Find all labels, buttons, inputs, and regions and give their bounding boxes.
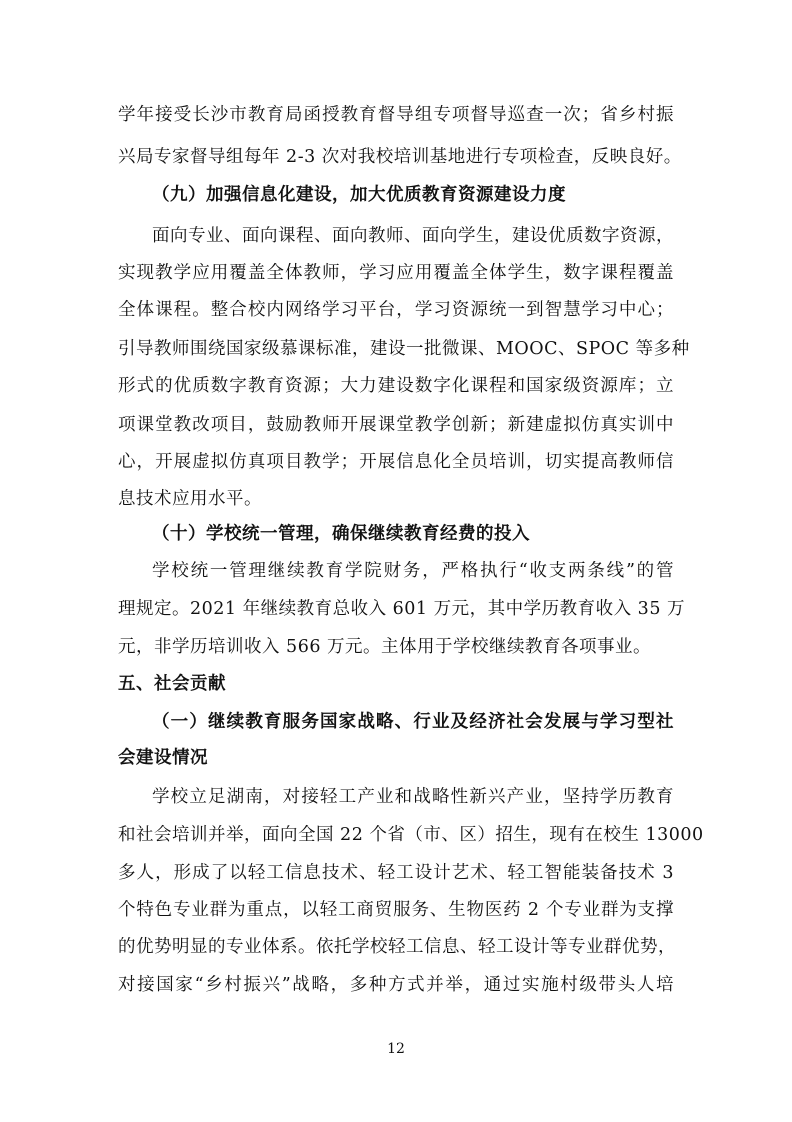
subsection-heading-1: （一）继续教育服务国家战略、行业及经济社会发展与学习型社 bbox=[152, 712, 674, 732]
paragraph-line: 和社会培训并举，面向全国 22 个省（市、区）招生，现有在校生 13000 bbox=[118, 825, 704, 845]
paragraph-line: 学校立足湖南，对接轻工产业和战略性新兴产业，坚持学历教育 bbox=[152, 787, 674, 807]
subsection-heading-1-cont: 会建设情况 bbox=[118, 748, 208, 768]
paragraph-line: 心，开展虚拟仿真项目教学；开展信息化全员培训，切实提高教师信 bbox=[118, 452, 674, 472]
paragraph-line: 对接国家“乡村振兴”战略，多种方式并举，通过实施村级带头人培 bbox=[118, 975, 674, 995]
paragraph-line: 的优势明显的专业体系。依托学校轻工信息、轻工设计等专业群优势， bbox=[118, 937, 676, 957]
paragraph-line: 多人，形成了以轻工信息技术、轻工设计艺术、轻工智能装备技术 3 bbox=[118, 863, 674, 883]
page-number: 12 bbox=[387, 1041, 405, 1057]
paragraph-line: 学校统一管理继续教育学院财务，严格执行“收支两条线”的管 bbox=[152, 561, 674, 581]
paragraph-line: 项课堂教改项目，鼓励教师开展课堂教学创新；新建虚拟仿真实训中 bbox=[118, 415, 674, 435]
section-heading-9: （九）加强信息化建设，加大优质教育资源建设力度 bbox=[152, 185, 566, 205]
section-heading-10: （十）学校统一管理，确保继续教育经费的投入 bbox=[152, 524, 530, 544]
paragraph-line: 息技术应用水平。 bbox=[118, 489, 262, 509]
chapter-heading: 五、社会贡献 bbox=[118, 674, 226, 694]
paragraph-line: 元，非学历培训收入 566 万元。主体用于学校继续教育各项事业。 bbox=[118, 637, 652, 657]
paragraph-line: 学年接受长沙市教育局函授教育督导组专项督导巡查一次；省乡村振 bbox=[118, 105, 674, 125]
paragraph-line: 面向专业、面向课程、面向教师、面向学生，建设优质数字资源， bbox=[152, 226, 674, 246]
paragraph-line: 理规定。2021 年继续教育总收入 601 万元，其中学历教育收入 35 万 bbox=[118, 599, 686, 619]
paragraph-line: 个特色专业群为重点，以轻工商贸服务、生物医药 2 个专业群为支撑 bbox=[118, 900, 674, 920]
paragraph-line: 兴局专家督导组每年 2-3 次对我校培训基地进行专项检查，反映良好。 bbox=[118, 147, 682, 167]
paragraph-line: 引导教师围绕国家级慕课标准，建设一批微课、MOOC、SPOC 等多种 bbox=[118, 339, 690, 359]
paragraph-line: 实现教学应用覆盖全体教师，学习应用覆盖全体学生，数字课程覆盖 bbox=[118, 263, 674, 283]
paragraph-line: 形式的优质数字教育资源；大力建设数字化课程和国家级资源库；立 bbox=[118, 376, 674, 396]
paragraph-line: 全体课程。整合校内网络学习平台，学习资源统一到智慧学习中心； bbox=[118, 300, 674, 320]
